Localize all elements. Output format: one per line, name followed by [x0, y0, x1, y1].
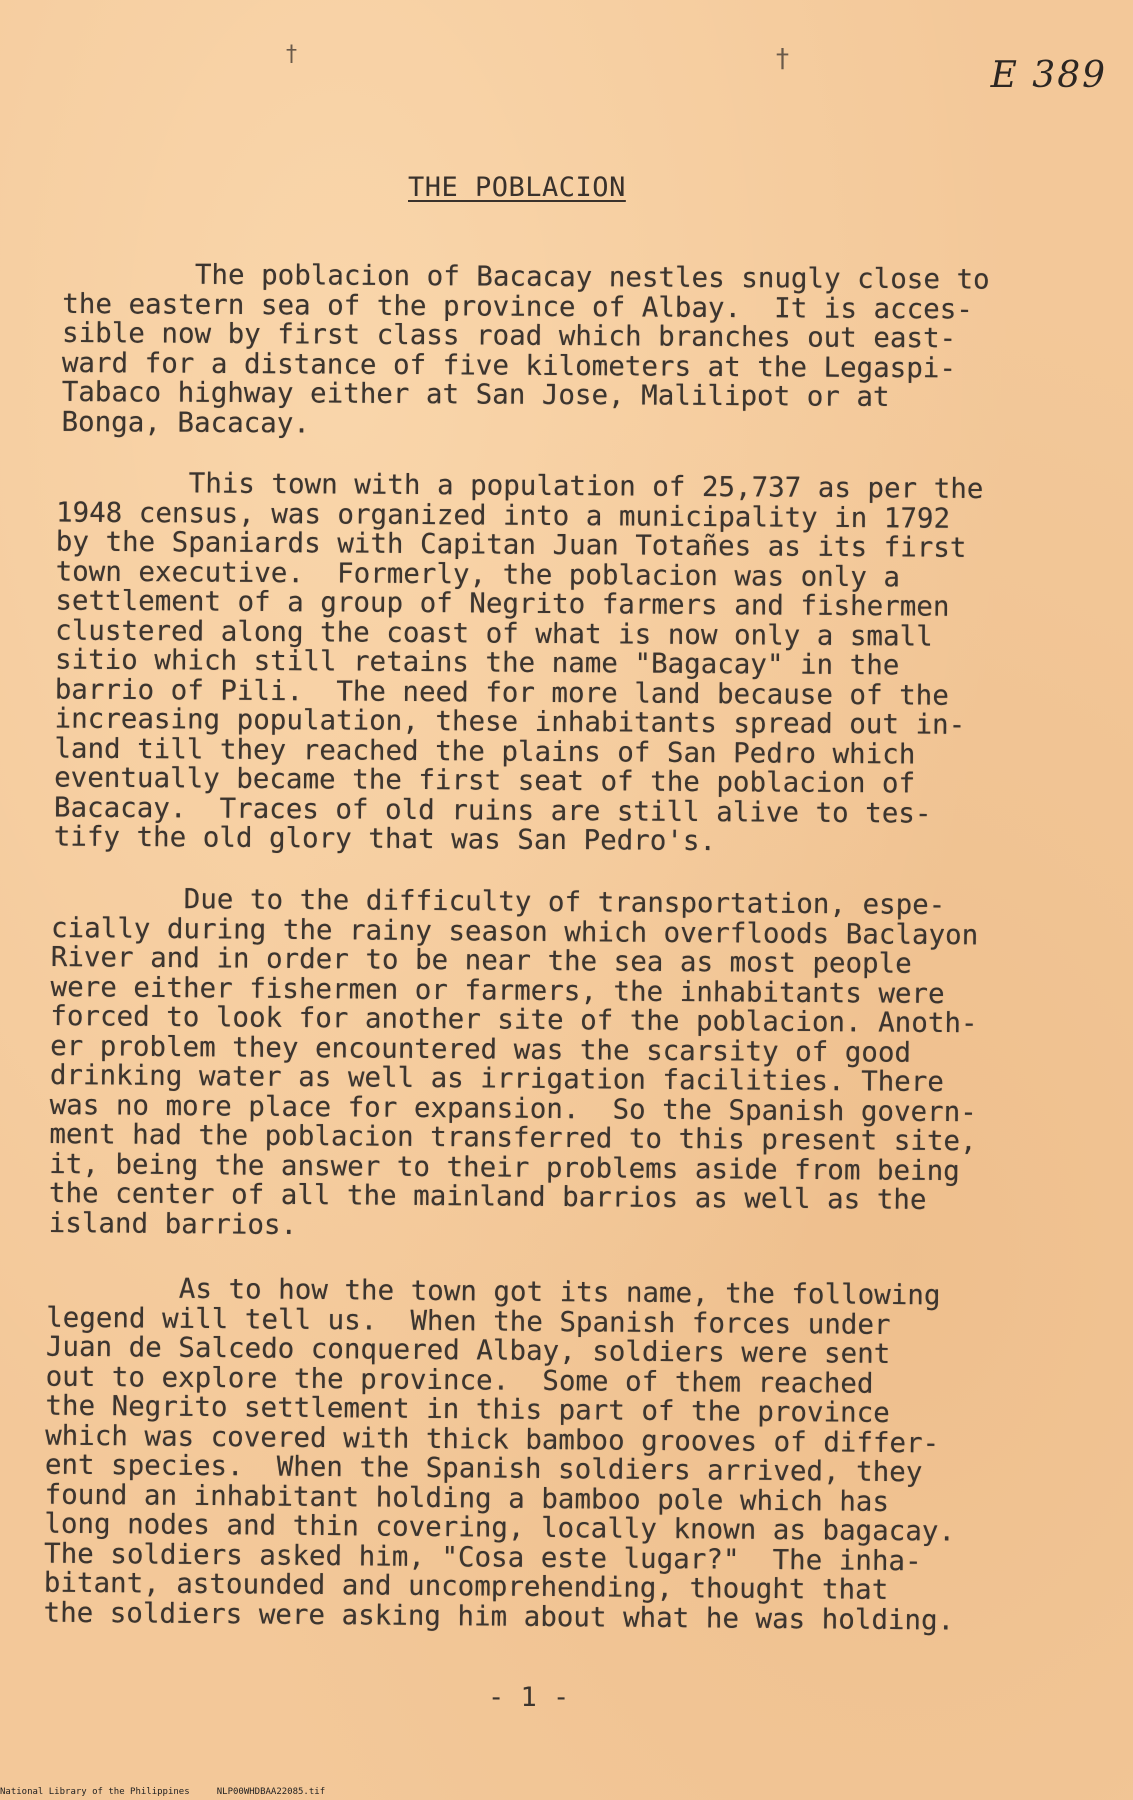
- text-line: Juan de Salcedo conquered Albay, soldiers were sent: [45, 1330, 891, 1370]
- text-line: cially during the rainy season which overfloods Baclayon: [50, 911, 979, 951]
- text-line: which was covered with thick bamboo grooves of differ-: [45, 1419, 940, 1459]
- text-line: drinking water as well as irrigation facilities. There: [49, 1059, 945, 1099]
- text-line: increasing population, these inhabitants spread out in-: [54, 702, 966, 741]
- text-line: the eastern sea of the province of Albay. It is acces-: [62, 287, 973, 325]
- text-line: the Negrito settlement in this part of the province: [45, 1389, 890, 1429]
- paragraph-1: [61, 257, 1072, 443]
- text-line: town executive. Formerly, the poblacion was only a: [55, 554, 901, 593]
- text-line: River and in order to be near the sea as most people: [50, 941, 912, 980]
- archive-footer: National Library of the Philippines NLP00WHDBAA22085.tif: [0, 1787, 326, 1797]
- text-line: tify the old glory that was San Pedro's.: [53, 820, 717, 858]
- text-line: forced to look for another site of the poblacion. Anoth-: [50, 1000, 978, 1040]
- text-line: The soldiers asked him, "Cosa este lugar?" The inha-: [43, 1537, 922, 1577]
- text-line: found an inhabitant holding a bamboo pole which has: [44, 1478, 890, 1518]
- text-line: was no more place for expansion. So the Spanish govern-: [49, 1088, 977, 1128]
- text-line: out to explore the province. Some of them reached: [45, 1360, 874, 1400]
- catalog-number: E 389: [990, 55, 1107, 96]
- handwritten-mark-left: †: [286, 42, 297, 67]
- text-line: ent species. When the Spanish soldiers arrived, they: [44, 1448, 923, 1489]
- text-line: This town with a population of 25,737 as per the: [56, 466, 984, 505]
- text-line: eventually became the first seat of the poblacion of: [54, 761, 916, 800]
- text-line: As to how the town got its name, the following: [46, 1271, 941, 1312]
- text-line: were either fishermen or farmers, the inhabitants were: [50, 970, 945, 1010]
- text-line: er problem they encountered was the scarsity of good: [50, 1029, 912, 1069]
- text-line: sitio which still retains the name "Bagacay" in the: [54, 643, 900, 682]
- text-line: sible now by first class road which branches out east-: [62, 316, 957, 355]
- paragraph-4: [43, 1271, 1056, 1637]
- text-line: Bonga, Bacacay.: [61, 405, 311, 439]
- text-line: 1948 census, was organized into a municipality in 1792: [55, 495, 951, 535]
- text-line: it, being the answer to their problems aside from being: [49, 1147, 960, 1187]
- text-line: ward for a distance of five kilometers at the Legaspi-: [61, 346, 957, 384]
- text-line: Due to the difficulty of transportation, espe-: [51, 882, 946, 922]
- text-line: The poblacion of Bacacay nestles snugly close to: [62, 257, 990, 296]
- text-line: legend will tell us. When the Spanish forces under: [46, 1301, 891, 1341]
- text-line: bitant, astounded and uncomprehending, thought that: [43, 1566, 889, 1606]
- text-line: the soldiers were asking him about what he was holding.: [43, 1596, 955, 1637]
- text-line: barrio of Pili. The need for more land because of the: [54, 672, 949, 712]
- text-line: Tabaco highway either at San Jose, Malilipot or at: [61, 375, 890, 413]
- paragraph-3: [49, 884, 1062, 1246]
- text-line: settlement of a group of Negrito farmers and fishermen: [55, 584, 950, 623]
- text-line: ment had the poblacion transferred to this present site,: [49, 1118, 977, 1158]
- page-title: THE POBLACION: [408, 172, 626, 203]
- text-line: the center of all the mainland barrios as well as the: [48, 1177, 927, 1216]
- text-line: clustered along the coast of what is now only a small: [55, 613, 933, 653]
- text-line: land till they reached the plains of San Pedro which: [54, 731, 916, 770]
- text-line: long nodes and thin covering, locally known as bagacay.: [44, 1507, 956, 1548]
- page-number: - 1 -: [488, 1682, 570, 1713]
- text-line: island barrios.: [48, 1206, 298, 1241]
- handwritten-mark-center: †: [776, 44, 789, 74]
- paragraph-2: [54, 468, 1067, 859]
- text-line: by the Spaniards with Capitan Juan Totañes as its first: [55, 525, 967, 564]
- text-line: Bacacay. Traces of old ruins are still alive to tes-: [53, 790, 932, 830]
